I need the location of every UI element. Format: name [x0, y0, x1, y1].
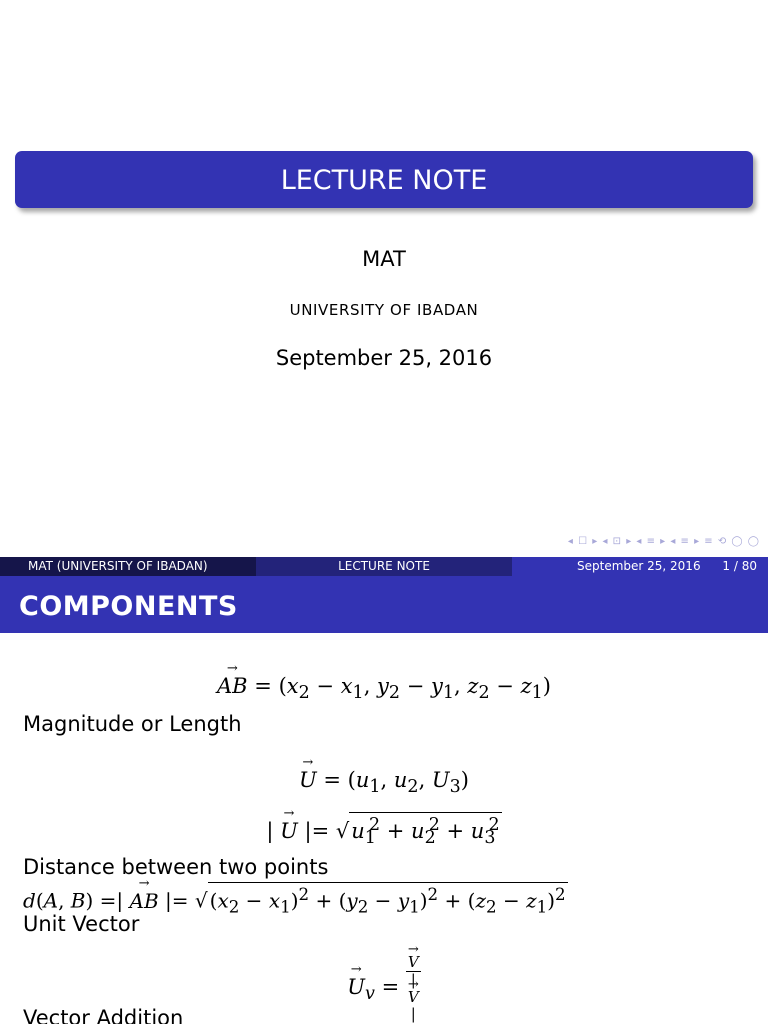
author: MAT: [362, 247, 406, 271]
institution: UNIVERSITY OF IBADAN: [289, 301, 479, 319]
footer-author: MAT (UNIVERSITY OF IBADAN): [0, 557, 256, 576]
footer-title: LECTURE NOTE: [256, 557, 512, 576]
unit-vector-equation: → $U_v$ = → V | → V |: [0, 954, 768, 1023]
ab-components-equation: → AB = ($x_2 - x_1$, $y_2 - y_1$, $z_2 - z_1$): [0, 674, 768, 703]
magnitude-label: Magnitude or Length: [23, 712, 242, 736]
presentation-date: September 25, 2016: [275, 346, 493, 370]
presentation-title: LECTURE NOTE: [15, 151, 753, 208]
distance-equation: d(A, B) =| → AB |= √ $(x_2 - x_1)^2 + (y_2 - y_1)^2 + (z_2 - z_1)^2$: [23, 882, 568, 917]
vector-addition-label: Vector Addition: [23, 1006, 184, 1024]
footer: [0, 557, 768, 576]
components-slide: [0, 576, 768, 1024]
navigation-symbols[interactable]: ◂ ☐ ▸ ◂ ⊡ ▸ ◂ ≡ ▸ ◂ ≡ ▸ ≡ ⟲ ◯ ◯: [567, 536, 760, 547]
footer-right: [512, 557, 768, 576]
footer-date: September 25, 2016: [577, 559, 701, 573]
page-number: 1 / 80: [722, 559, 757, 573]
magnitude-equation: | → U |= $√u_1^2 + u_2^2 + u_3^2$: [0, 812, 768, 848]
distance-label: Distance between two points: [23, 855, 329, 879]
unit-vector-label: Unit Vector: [23, 912, 140, 936]
u-vector-equation: → $U = (u_1$, $u_2$, $U_3$): [0, 768, 768, 797]
frame-title: COMPONENTS: [0, 576, 768, 633]
